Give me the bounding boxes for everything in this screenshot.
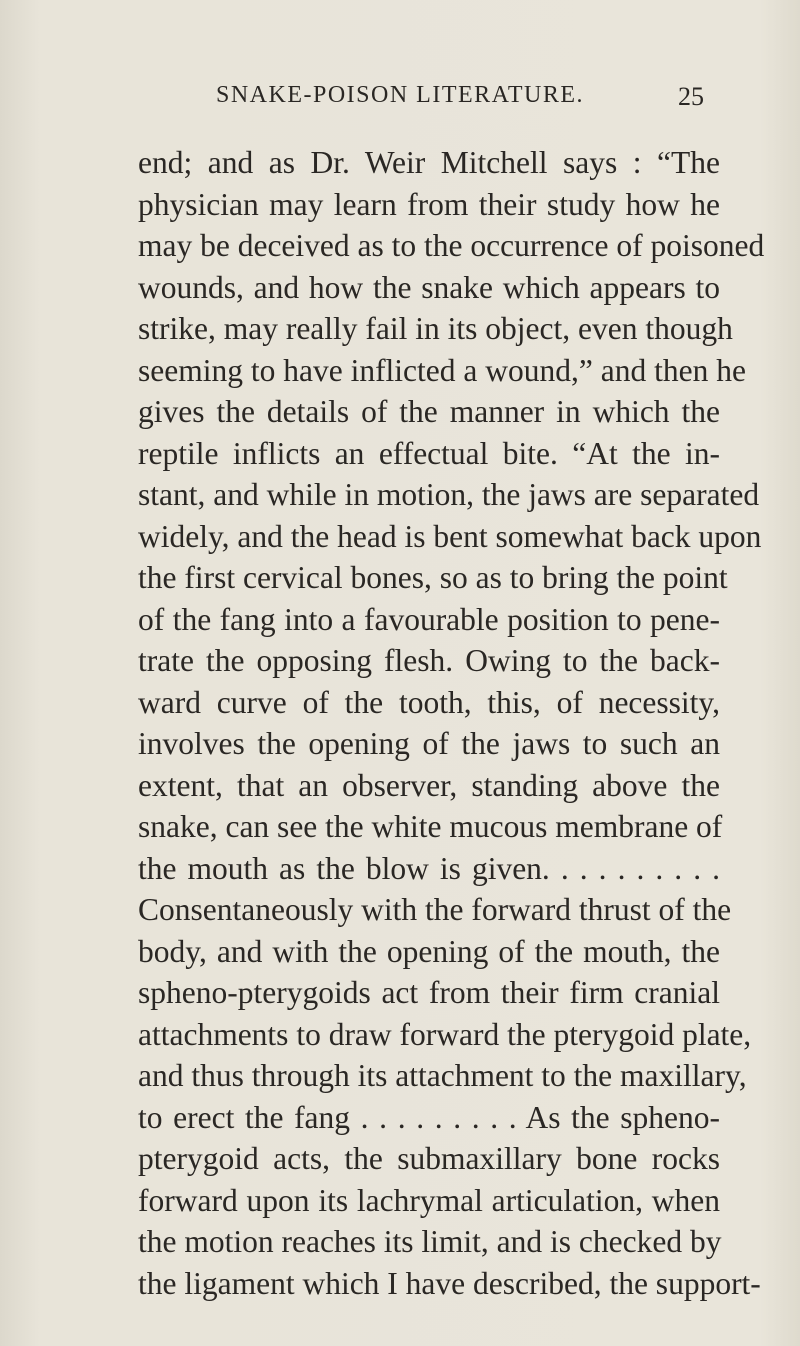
text-line: seeming to have inflicted a wound,” and then he (138, 352, 746, 388)
text-line: physician may learn from their study how he (138, 186, 720, 222)
text-line: may be deceived as to the occurrence of poisoned (138, 228, 765, 263)
text-line: the ligament which I have described, the support- (138, 1265, 761, 1301)
page-header (0, 82, 800, 116)
text-line: reptile inflicts an effectual bite. “At the in- (138, 435, 720, 471)
text-line: Consentaneously with the forward thrust of the (138, 892, 732, 927)
text-line: forward upon its lachrymal articulation, when (138, 1182, 720, 1218)
text-line: trate the opposing flesh. Owing to the back- (138, 643, 720, 678)
text-line: involves the opening of the jaws to such an (138, 726, 720, 761)
text-line: wounds, and how the snake which appears to (138, 269, 720, 305)
text-line: snake, can see the white mucous membrane of (138, 809, 723, 844)
text-line: extent, that an observer, standing above the (138, 767, 720, 803)
text-line: stant, and while in motion, the jaws are separated (138, 477, 760, 512)
text-line: of the fang into a favourable position to pene- (138, 601, 720, 637)
text-line: pterygoid acts, the submaxillary bone rocks (138, 1141, 720, 1176)
text-line: to erect the fang . . . . . . . . . As the spheno- (138, 1099, 720, 1135)
text-line: the mouth as the blow is given. . . . . . . . . . (138, 850, 720, 886)
text-line: ward curve of the tooth, this, of necessity, (138, 684, 720, 720)
text-line: gives the details of the manner in which the (138, 394, 720, 429)
body-text (138, 142, 765, 1304)
text-line: the motion reaches its limit, and is checked by (138, 1224, 722, 1259)
text-line: strike, may really fail in its object, even though (138, 311, 733, 346)
text-line: the first cervical bones, so as to bring the point (138, 560, 728, 595)
text-line: spheno-pterygoids act from their firm cranial (138, 975, 720, 1010)
text-line: widely, and the head is bent somewhat back upon (138, 518, 762, 554)
text-line: and thus through its attachment to the maxillary, (138, 1058, 747, 1093)
text-line: body, and with the opening of the mouth, the (138, 933, 720, 969)
page-number: 25 (678, 82, 704, 111)
text-line: end; and as Dr. Weir Mitchell says : “The (138, 145, 720, 180)
text-line: attachments to draw forward the pterygoid plate, (138, 1016, 752, 1052)
running-title: SNAKE-POISON LITERATURE. (216, 82, 584, 108)
